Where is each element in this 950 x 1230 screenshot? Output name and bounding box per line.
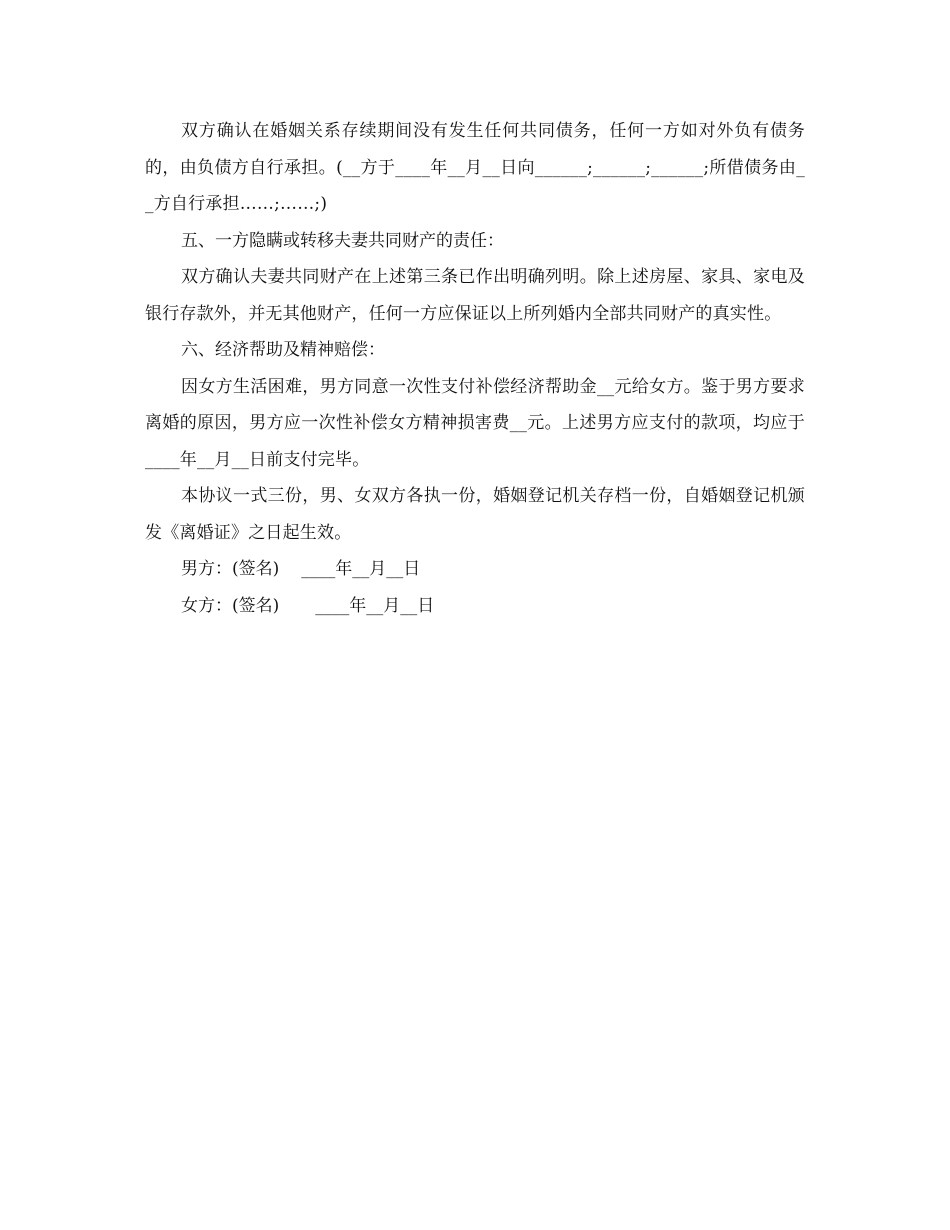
section-five-heading: 五、一方隐瞒或转移夫妻共同财产的责任：: [181, 230, 504, 251]
female-signature-line: [145, 588, 805, 625]
male-signature-label: 男方：(签名): [181, 559, 280, 579]
male-signature-date: ____年__月__日: [301, 559, 421, 579]
debt-paragraph: 双方确认在婚姻关系存续期间没有发生任何共同债务，任何一方如对外负有债务的，由负债方自行承担。(__方于____年__月__日向______;______;______;所借债务由__方自行承担……;……;): [145, 121, 805, 214]
female-signature-label: 女方：(签名): [181, 595, 280, 616]
compensation-paragraph: 因女方生活困难，男方同意一次性支付补偿经济帮助金__元给女方。鉴于男方要求离婚的原因，男方应一次性补偿女方精神损害费__元。上述男方应支付的款项，均应于____年__月__日前支付完毕。: [145, 376, 805, 470]
female-signature-date: ____年__月__日: [315, 595, 435, 616]
section-six-heading: 六、经济帮助及精神赔偿：: [181, 340, 385, 360]
property-paragraph: 双方确认夫妻共同财产在上述第三条已作出明确列明。除上述房屋、家具、家电及银行存款外，并无其他财产，任何一方应保证以上所列婚内全部共同财产的真实性。: [145, 267, 805, 324]
male-signature-line: [145, 551, 805, 588]
document-body: [145, 113, 805, 624]
copies-paragraph: 本协议一式三份，男、女双方各执一份，婚姻登记机关存档一份，自婚姻登记机颁发《离婚证》之日起生效。: [145, 486, 805, 543]
